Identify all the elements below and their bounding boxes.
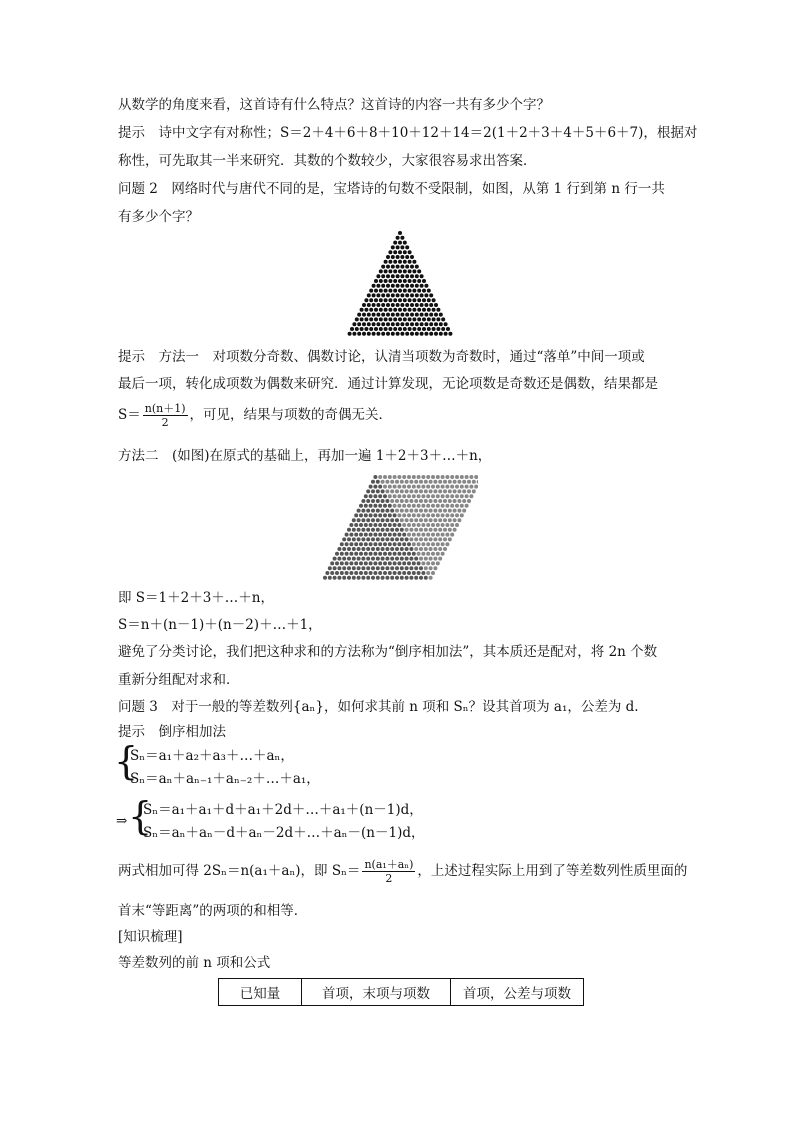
paragraph-text: 即 S＝1＋2＋3＋…＋n， [118, 590, 275, 606]
paragraph-text: 最后一项，转化成项数为偶数来研究．通过计算发现，无论项数是奇数还是偶数，结果都是 [118, 376, 658, 392]
equation-line: Sₙ＝aₙ＋aₙ₋₁＋aₙ₋₂＋…＋a₁， [130, 771, 320, 787]
equation-line: Sₙ＝a₁＋a₂＋a₃＋…＋aₙ， [130, 748, 294, 764]
paragraph-text: 问题 2 网络时代与唐代不同的是，宝塔诗的句数不受限制，如图，从第 1 行到第 n 行一共 [118, 181, 665, 197]
paragraph-text: 重新分组配对求和． [118, 672, 240, 688]
formula-line [118, 858, 687, 885]
paragraph-text: 有多少个字？ [118, 209, 199, 225]
implies-sign: ⇒ [116, 813, 128, 829]
section-heading: [知识梳理] [118, 929, 183, 945]
paragraph-text: 提示 诗中文字有对称性；S＝2＋4＋6＋8＋10＋12＋14＝2(1＋2＋3＋4＋5＋6＋7)，根据对 [118, 125, 698, 141]
left-brace: { [114, 739, 139, 783]
fraction-numerator: n(a₁＋aₙ) [364, 858, 414, 871]
formula-table [218, 978, 584, 1006]
paragraph-text: 提示 方法一 对项数分奇数、偶数讨论，认清当项数为奇数时，通过“落单”中间一项或 [118, 349, 645, 365]
equation-line: Sₙ＝aₙ＋aₙ－d＋aₙ－2d＋…＋aₙ－(n－1)d， [143, 825, 425, 841]
formula-suffix: ，可见，结果与项数的奇偶无关． [189, 407, 393, 423]
equation-line: Sₙ＝a₁＋a₁＋d＋a₁＋2d＋…＋a₁＋(n－1)d， [143, 802, 423, 818]
paragraph-text: 首末“等距离”的两项的和相等． [118, 903, 308, 919]
paragraph-text: 问题 3 对于一般的等差数列{aₙ}，如何求其前 n 项和 Sₙ？设其首项为 a₁，公差为 d. [118, 699, 639, 715]
dot-triangle-figure [345, 230, 455, 338]
table-header-cell: 首项，末项与项数 [302, 979, 451, 1006]
paragraph-text: 提示 倒序相加法 [118, 724, 226, 740]
fraction-denominator: 2 [385, 872, 393, 885]
formula-prefix: 两式相加可得 2Sₙ＝n(a₁＋aₙ)，即 Sₙ＝ [118, 863, 361, 879]
paragraph-text: 方法二 (如图)在原式的基础上，再加一遍 1＋2＋3＋…＋n， [118, 448, 492, 464]
paragraph-text: 称性，可先取其一半来研究．其数的个数较少，大家很容易求出答案． [118, 153, 537, 169]
table-header-cell: 已知量 [219, 979, 302, 1006]
fraction-denominator: 2 [161, 416, 169, 429]
paragraph-text: 从数学的角度来看，这首诗有什么特点？这首诗的内容一共有多少个字？ [118, 97, 550, 113]
table-row [219, 979, 584, 1006]
left-brace: { [128, 794, 153, 838]
paragraph-text: S＝n＋(n－1)＋(n－2)＋…＋1， [118, 617, 322, 633]
fraction-numerator: n(n＋1) [144, 402, 186, 415]
fraction [143, 402, 188, 429]
paragraph-text: 等差数列的前 n 项和公式 [118, 955, 271, 971]
formula-line [118, 402, 392, 429]
fraction [362, 858, 415, 885]
paragraph-text: 避免了分类讨论，我们把这种求和的方法称为“倒序相加法”，其本质还是配对，将 2n 个数 [118, 644, 658, 660]
formula-suffix: ，上述过程实际上用到了等差数列性质里面的 [417, 863, 688, 879]
dot-parallelogram-figure [322, 474, 478, 580]
formula-prefix: S＝ [118, 407, 141, 423]
table-header-cell: 首项，公差与项数 [451, 979, 584, 1006]
